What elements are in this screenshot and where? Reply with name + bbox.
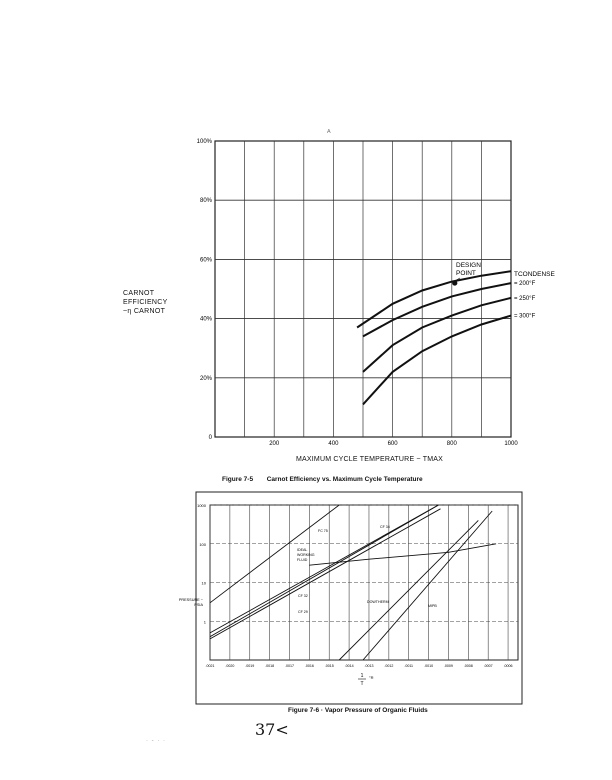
x-axis-label: 1: [360, 673, 364, 679]
x-tick-label: .0007: [483, 664, 493, 668]
x-tick-label: .0006: [503, 664, 513, 668]
series-label: CF 34: [380, 525, 390, 529]
x-tick-label: 200: [269, 441, 280, 447]
series-line: [363, 511, 492, 660]
figure-caption: [222, 476, 423, 483]
y-tick-label: 1: [203, 619, 206, 625]
x-tick-label: .0020: [225, 664, 235, 668]
series-label: IDEAL: [297, 548, 308, 552]
y-tick-label: 100%: [196, 139, 212, 145]
scan-dots: · - · ·: [146, 738, 166, 744]
chart-tick-labels: [179, 503, 513, 687]
annotation-label: DESIGN: [456, 262, 481, 269]
series-label: = 300°F: [514, 313, 536, 320]
y-axis-label-line: EFFICIENCY: [123, 299, 168, 306]
x-tick-label: 1000: [504, 441, 518, 447]
series-label: FC 75: [318, 529, 328, 533]
x-axis-label: MAXIMUM CYCLE TEMPERATURE ~ TMAX: [296, 456, 444, 463]
y-axis-label-line: ~η CARNOT: [123, 308, 166, 315]
y-tick-label: 0: [208, 435, 212, 441]
series-label: CF 29: [298, 610, 308, 614]
series-line: [210, 505, 439, 637]
x-tick-label: 400: [328, 441, 339, 447]
series-label: DOWTHERM: [367, 600, 389, 604]
chart-series-labels: [297, 525, 437, 614]
y-tick-label: 10: [201, 580, 206, 586]
y-tick-label: 20%: [199, 375, 212, 382]
series-label: = 200°F: [514, 281, 536, 288]
scan-mark: ᴬ: [327, 128, 331, 137]
series-label: FLUID: [297, 558, 308, 562]
y-axis-label: PRESSURE ~: [178, 598, 203, 602]
figure-caption: Figure 7-6 · Vapor Pressure of Organic Fluids: [288, 707, 428, 714]
page-number: 37<: [255, 720, 289, 739]
x-tick-label: .0021: [205, 664, 215, 668]
y-axis-label: PSIA: [194, 603, 203, 607]
x-axis-unit: °R: [369, 675, 374, 680]
series-label: = 250°F: [514, 295, 536, 302]
figure-title: Carnot Efficiency vs. Maximum Cycle Temperature: [266, 476, 423, 483]
y-tick-label: 60%: [199, 257, 212, 264]
x-tick-label: .0015: [324, 664, 334, 668]
chart-grid: [210, 505, 518, 660]
y-tick-label: 40%: [199, 316, 212, 323]
figure-frame: [196, 492, 522, 704]
x-tick-label: .0014: [344, 664, 354, 668]
x-tick-label: .0017: [284, 664, 294, 668]
x-tick-label: .0011: [404, 664, 414, 668]
x-tick-label: 800: [446, 441, 457, 447]
x-tick-label: .0018: [265, 664, 275, 668]
y-tick-label: 100: [199, 541, 206, 547]
x-tick-label: .0019: [245, 664, 255, 668]
x-tick-label: .0008: [463, 664, 473, 668]
y-tick-label: 80%: [199, 198, 212, 205]
x-axis-label: T: [360, 681, 364, 687]
y-tick-label: 1000: [197, 503, 206, 508]
series-label: MIPB: [428, 604, 437, 608]
y-axis-label-line: CARNOT: [123, 290, 155, 297]
x-tick-label: .0016: [304, 664, 314, 668]
x-tick-label: .0010: [424, 664, 434, 668]
figure-number: Figure 7-5: [222, 476, 254, 483]
annotation-label: POINT: [456, 270, 476, 277]
y-axis-label: [123, 289, 168, 316]
x-tick-label: .0013: [364, 664, 374, 668]
x-tick-label: .0012: [384, 664, 394, 668]
series-label: CF 32: [298, 594, 308, 598]
legend-title: TCONDENSE: [514, 271, 555, 278]
series-line: [210, 505, 439, 633]
x-tick-label: .0009: [443, 664, 453, 668]
series-line: [210, 505, 339, 603]
series-label: WORKING: [297, 553, 315, 557]
x-tick-label: 600: [387, 441, 398, 447]
